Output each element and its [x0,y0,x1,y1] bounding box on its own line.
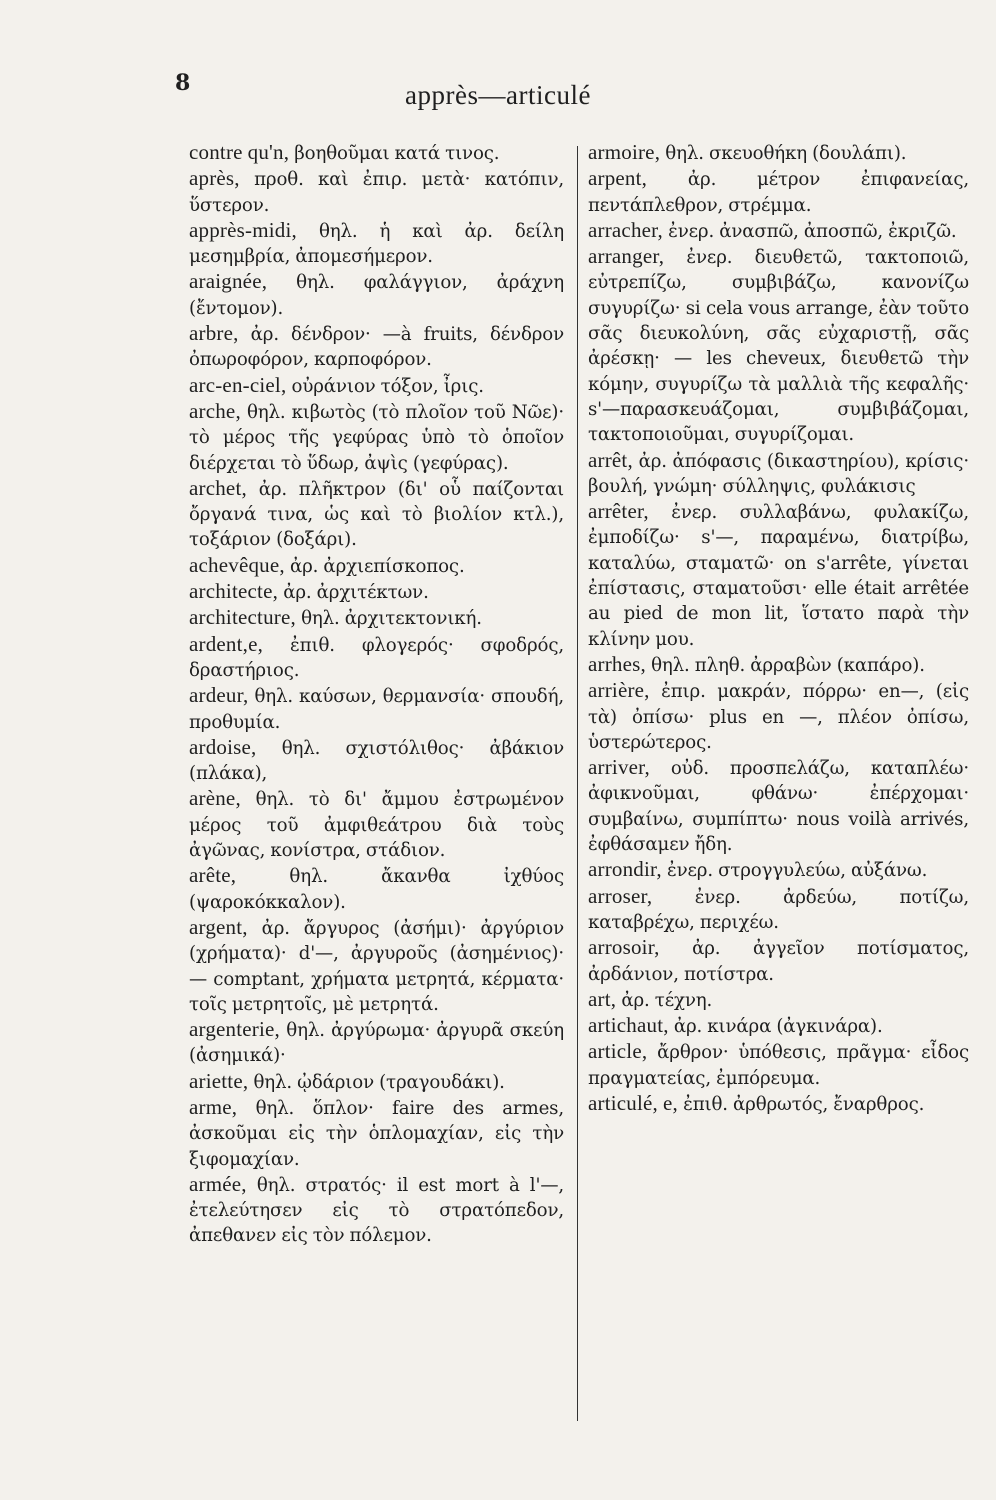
entry-headword: argenterie, [189,1017,281,1042]
running-head: apprès—articulé [405,80,591,110]
dictionary-entry [585,1091,969,1117]
entry-headword: arriver, [588,755,650,780]
dictionary-entry [585,987,969,1013]
dictionary-entry [585,935,969,987]
dictionary-entry [585,1039,969,1091]
entry-headword: arrière, [588,678,650,703]
entry-headword: arrosoir, [588,935,660,960]
dictionary-entry [585,652,969,678]
dictionary-entry [186,786,564,863]
entry-headword: architecte, [189,579,279,604]
dictionary-entry [186,166,564,218]
dictionary-entry [585,448,969,500]
entry-headword: argent, [189,914,248,939]
dictionary-entry [186,1095,564,1172]
entry-definition: βοηθοῦμαι κατά τινος. [294,143,500,164]
entry-definition: ἄρθρον· ὑπόθεσις, πρᾶγμα· εἶδος πραγματείας, ἐμπόρευμα. [588,1042,969,1089]
entry-definition: θηλ. πληθ. ἀρραβὼν (καπάρο). [651,654,925,676]
dictionary-entry [186,605,564,631]
column-divider [577,146,578,1421]
entry-headword: arracher, [588,217,663,242]
entry-headword: ardent,e, [189,631,264,656]
entry-headword: armoire, [588,140,661,164]
dictionary-entry [186,399,564,476]
entry-definition: ἐνερ. στρογγυλεύω, αὐξάνω. [667,860,928,882]
dictionary-entry [585,857,969,883]
entry-headword: arc-en-ciel, [189,372,287,397]
dictionary-entry [186,735,564,787]
entry-headword: arranger, [588,244,665,269]
entry-headword: arche, [189,398,241,423]
dictionary-entry [585,166,969,218]
dictionary-entry [186,683,564,735]
dictionary-entry [186,1017,564,1069]
entry-definition: θηλ. φαλάγγιον, ἀράχνη (ἔντομον). [189,272,564,319]
dictionary-entry [186,1172,564,1249]
dictionary-entry [186,632,564,684]
dictionary-entry [585,678,969,755]
entry-headword: arrêter, [588,499,649,524]
entry-headword: araignée, [189,269,268,294]
entry-headword: armée, [189,1171,247,1196]
dictionary-entry [585,499,969,652]
entry-definition: ἐπιθ. ἀρθρωτός, ἔναρθρος. [683,1093,925,1115]
entry-headword: arête, [189,863,237,888]
entry-definition: ἐνερ. συλλαβάνω, φυλακίζω, ἐμποδίζω· s'—, παραμένω, διατρίβω, καταλύω, σταματῶ· on s'arrête, γίνεται ἐπίστασις, σταματοῦσι· elle était arrêtée au pied de mon lit, ἵστατο παρὰ τὴν κλίνην μου. [588,502,969,650]
entry-definition: ἀρ. δένδρον· —à fruits, δένδρον ὀπωροφόρον, καρποφόρον. [189,324,564,371]
dictionary-entry [186,476,564,553]
dictionary-entry [186,915,564,1017]
dictionary-entry [585,244,969,447]
dictionary-entry [585,755,969,857]
entry-definition: θηλ. σκευοθήκη (δουλάπι). [665,143,907,164]
entry-definition: ἀρ. ἀπόφασις (δικαστηρίου), κρίσις· βουλή, γνώμη· σύλληψις, φυλάκισις [588,450,969,497]
dictionary-entry [186,321,564,373]
entry-definition: οὐράνιον τόξον, ἶρις. [291,375,484,397]
dictionary-entry [186,269,564,321]
entry-headword: arrêt, [588,447,633,472]
entry-definition: θηλ. τὸ δι' ἄμμου ἐστρωμένον μέρος τοῦ ἀμφιθεάτρου διὰ τοὺς ἀγῶνας, κονίστρα, στάδιον. [189,789,564,862]
entry-definition: ἀρ. μέτρον ἐπιφανείας, πεντάπλεθρον, στρέμμα. [588,169,969,216]
dictionary-entry [186,553,564,579]
dictionary-entry [585,1013,969,1039]
entry-headword: contre qu'n, [189,140,290,164]
entry-definition: θηλ. ἄκανθα ἰχθύος (ψαροκόκκαλον). [189,866,565,913]
entry-headword: ardeur, [189,683,249,708]
entry-headword: arène, [189,786,241,811]
right-column [585,140,969,1117]
dictionary-entry [186,1069,564,1095]
entry-definition: θηλ. στρατός· il est mort à l'—, ἐτελεύτησεν εἰς τὸ στρατόπεδον, ἀπεθανεν εἰς τὸν πόλεμον. [189,1174,564,1247]
dictionary-entry [186,863,564,915]
entry-headword: arrhes, [588,651,646,676]
entry-definition: θηλ. ἡ καὶ ἀρ. δείλη μεσημβρία, ἀπομεσήμερον. [189,220,564,268]
entry-definition: οὐδ. προσπελάζω, καταπλέω· ἀφικνοῦμαι, φθάνω· ἐπέρχομαι· συμβαίνω, συμπίπτω· nous voilà arrivés, ἐφθάσαμεν ἤδη. [588,758,969,856]
entry-definition: ἀρ. ἀρχιεπίσκοπος. [290,555,465,577]
entry-headword: articulé, e, [588,1090,678,1115]
entry-headword: après, [189,166,240,191]
entry-headword: achevêque, [189,552,285,577]
entry-definition: θηλ. ἀρχιτεκτονική. [301,608,482,630]
page-number: 8 [175,70,191,96]
entry-definition: ἐνερ. διευθετῶ, τακτοποιῶ, εὐτρεπίζω, συμβιβάζω, κανονίζω συγυρίζω· si cela vous arrange, ἐὰν τοῦτο σᾶς διευκολύνη, σᾶς εὐχαριστῇ, σᾶς ἀρέσκῃ· — les cheveux, διευθετῶ τὴν κόμην, συγυρίζω τὰ μαλλιὰ τῆς κεφαλῆς· s'—παρασκευάζομαι, συμβιβάζομαι, τακτοποιοῦμαι, συγυρίζομαι. [588,247,969,446]
entry-definition: θηλ. σχιστόλιθος· ἀβάκιον (πλάκα), [189,737,564,785]
entry-definition: θηλ. ἀργύρωμα· ἀργυρᾶ σκεύη (ἀσημικά)· [189,1020,564,1067]
dictionary-entry [186,218,564,270]
entry-definition: ἐνερ. ἀνασπῶ, ἀποσπῶ, ἐκριζῶ. [668,220,957,242]
entry-definition: ἀρ. κινάρα (ἀγκινάρα). [673,1016,883,1038]
entry-definition: ἀρ. ἀρχιτέκτων. [283,582,429,604]
entry-definition: θηλ. ᾠδάριον (τραγουδάκι). [253,1071,505,1093]
entry-headword: arbre, [189,321,239,346]
entry-headword: article, [588,1039,648,1064]
dictionary-entry [585,218,969,244]
entry-definition: ἀρ. πλῆκτρον (δι' οὗ παίζονται ὄργανά τινα, ὡς καὶ τὸ βιολίον κτλ.), τοξάριον (δοξάρι). [189,478,564,551]
left-column [186,140,564,1249]
entry-headword: apprès-midi, [189,217,297,242]
entry-definition: θηλ. ὅπλον· faire des armes, ἀσκοῦμαι εἰς τὴν ὁπλομαχίαν, εἰς τὴν ξιφομαχίαν. [189,1097,564,1170]
entry-headword: ardoise, [189,734,257,759]
entry-definition: ἀρ. ἀγγεῖον ποτίσματος, ἀρδάνιον, ποτίστρα. [588,938,969,985]
entry-definition: ἐνερ. ἀρδεύω, ποτίζω, καταβρέχω, περιχέω. [588,886,969,933]
entry-definition: θηλ. καύσων, θερμανσία· σπουδή, προθυμία. [189,686,564,733]
entry-headword: ariette, [189,1068,249,1093]
entry-headword: art, [588,986,617,1011]
entry-headword: artichaut, [588,1013,669,1038]
entry-definition: ἀρ. τέχνη. [621,989,713,1011]
entry-definition: θηλ. κιβωτὸς (τὸ πλοῖον τοῦ Νῶε)· τὸ μέρος τῆς γεφύρας ὑπὸ τὸ ὁποῖον διέρχεται τὸ ὕδωρ, ἀψὶς (γεφύρας). [189,401,564,474]
entry-definition: ἐπιθ. φλογερός· σφοδρός, δραστήριος. [189,634,564,681]
entry-headword: arroser, [588,883,653,908]
dictionary-entry [585,140,969,166]
entry-definition: προθ. καὶ ἐπιρ. μετὰ· κατόπιν, ὕστερον. [189,169,564,216]
entry-definition: ἀρ. ἄργυρος (ἀσήμι)· ἀργύριον (χρήματα)· d'—, ἀργυροῦς (ἀσημένιος)· — comptant, χρήματα μετρητά, κέρματα· τοῖς μετρητοῖς, μὲ μετρητά. [189,917,564,1015]
entry-headword: arpent, [588,166,648,191]
dictionary-entry [186,579,564,605]
entry-definition: ἐπιρ. μακράν, πόρρω· en—, (εἰς τὰ) ὀπίσω· plus en —, πλέον ὀπίσω, ὑστερώτερος. [588,681,969,753]
entry-headword: arme, [189,1094,238,1119]
entry-headword: arrondir, [588,857,662,882]
dictionary-entry [585,884,969,936]
entry-headword: archet, [189,475,247,500]
dictionary-entry [186,140,564,166]
entry-headword: architecture, [189,605,296,630]
dictionary-entry [186,373,564,399]
